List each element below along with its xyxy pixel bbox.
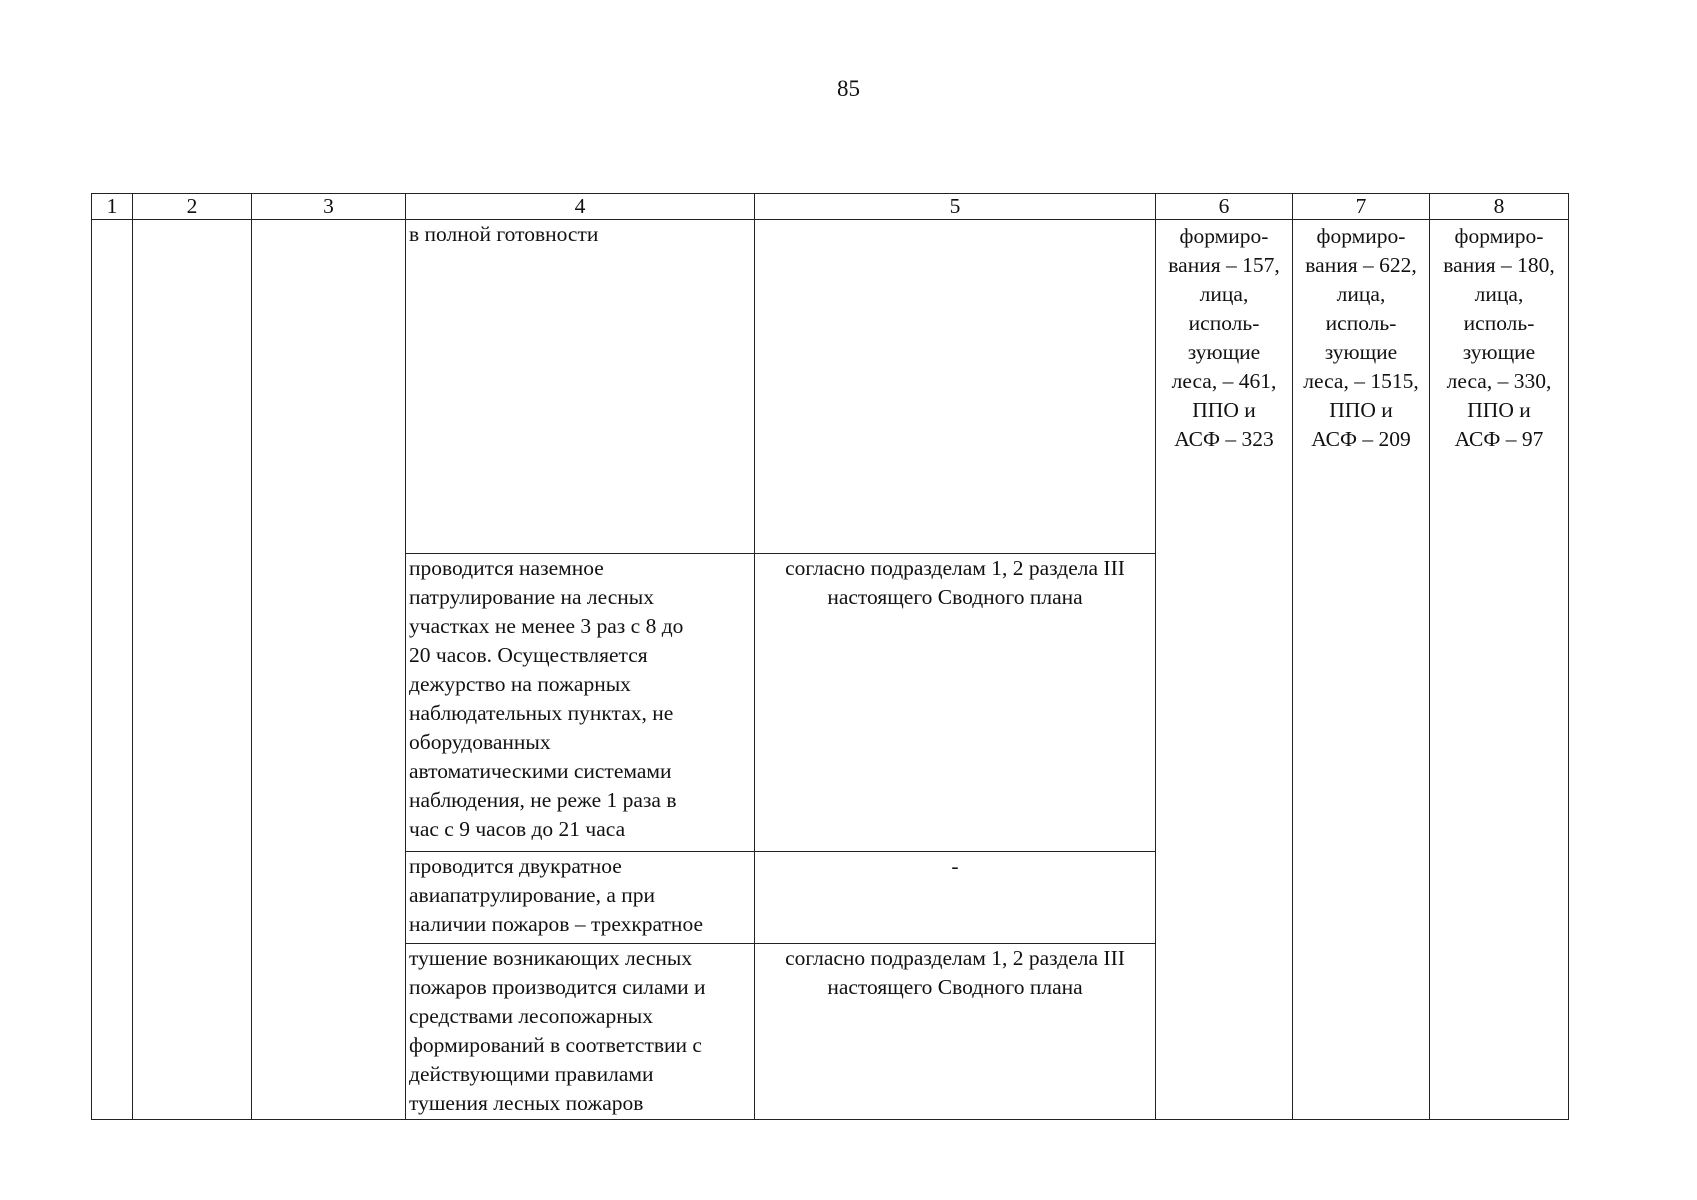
cell-text-line: ППО и [1192,398,1256,422]
cell-text-line: участках не менее 3 раз с 8 до [409,614,684,638]
cell-col2 [133,220,252,1120]
cell-col5 [755,554,1156,852]
cell-text-line: леса, – 1515, [1303,369,1419,393]
cell-col8 [1430,220,1569,1120]
table-row [92,220,1569,554]
cell-text-line: действующими правилами [409,1062,654,1086]
cell-text-line: формиро- [1179,224,1269,248]
cell-text-line: лица, [1336,282,1386,306]
cell-text-line: согласно подразделам 1, 2 раздела III [785,556,1125,580]
cell-text-line: формиро- [1316,224,1406,248]
cell-text-line: леса, – 330, [1446,369,1552,393]
data-table [91,193,1569,1120]
header-cell-2: 2 [133,194,252,220]
cell-text-line: лица, [1199,282,1249,306]
page-number: 85 [837,76,860,101]
cell-text-line: наблюдательных пунктах, не [409,701,674,725]
cell-text-line: вания – 180, [1443,253,1555,277]
cell-text-line: зующие [1187,340,1261,364]
header-cell-1: 1 [92,194,133,220]
cell-text-line: проводится двукратное [409,854,622,878]
cell-col6 [1156,220,1293,1120]
cell-text-line: исполь- [1463,311,1535,335]
cell-col7 [1293,220,1430,1120]
cell-text-line: авиапатрулирование, а при [409,883,656,907]
cell-text-line: дежурство на пожарных [409,672,631,696]
cell-text-line: - [951,854,959,878]
cell-text-line: наличии пожаров – трехкратное [409,912,703,936]
header-row [92,194,1569,220]
cell-col4 [406,852,755,944]
cell-text-line: автоматическими системами [409,759,672,783]
cell-col5 [755,944,1156,1120]
cell-text-line: ППО и [1329,398,1393,422]
cell-text-line: исполь- [1188,311,1260,335]
cell-col3 [252,220,406,1120]
cell-col4 [406,220,755,554]
cell-text-line: зующие [1324,340,1398,364]
cell-text-line: АСФ – 209 [1311,427,1411,451]
header-cell-8: 8 [1430,194,1569,220]
cell-col5 [755,852,1156,944]
cell-text-line: настоящего Сводного плана [827,975,1083,999]
cell-text-line: вания – 622, [1305,253,1417,277]
cell-text-line: ППО и [1467,398,1531,422]
cell-text-line: тушение возникающих лесных [409,946,693,970]
cell-text-line: лица, [1474,282,1524,306]
cell-text-line: патрулирование на лесных [409,585,654,609]
header-cell-3: 3 [252,194,406,220]
header-cell-4: 4 [406,194,755,220]
cell-text-line: вания – 157, [1168,253,1280,277]
cell-text-line: леса, – 461, [1171,369,1277,393]
cell-text-line: формирований в соответствии с [409,1033,702,1057]
cell-text-line: тушения лесных пожаров [409,1091,644,1115]
header-cell-7: 7 [1293,194,1430,220]
cell-text-line: исполь- [1325,311,1397,335]
cell-text-line: настоящего Сводного плана [827,585,1083,609]
cell-text-line: формиро- [1454,224,1544,248]
cell-text-line: средствами лесопожарных [409,1004,653,1028]
cell-text-line: согласно подразделам 1, 2 раздела III [785,946,1125,970]
cell-text-line: оборудованных [409,730,551,754]
cell-text-line: АСФ – 323 [1174,427,1274,451]
cell-text-line: в полной готовности [409,222,599,246]
cell-text-line: пожаров производится силами и [409,975,706,999]
cell-col1 [92,220,133,1120]
cell-text-line: наблюдения, не реже 1 раза в [409,788,677,812]
cell-text-line: 20 часов. Осуществляется [409,643,648,667]
cell-col4 [406,554,755,852]
cell-col5 [755,220,1156,554]
header-cell-5: 5 [755,194,1156,220]
cell-col4 [406,944,755,1120]
header-cell-6: 6 [1156,194,1293,220]
cell-text-line: час с 9 часов до 21 часа [409,817,626,841]
cell-text-line: АСФ – 97 [1454,427,1544,451]
cell-text-line: зующие [1462,340,1536,364]
cell-text-line: проводится наземное [409,556,604,580]
